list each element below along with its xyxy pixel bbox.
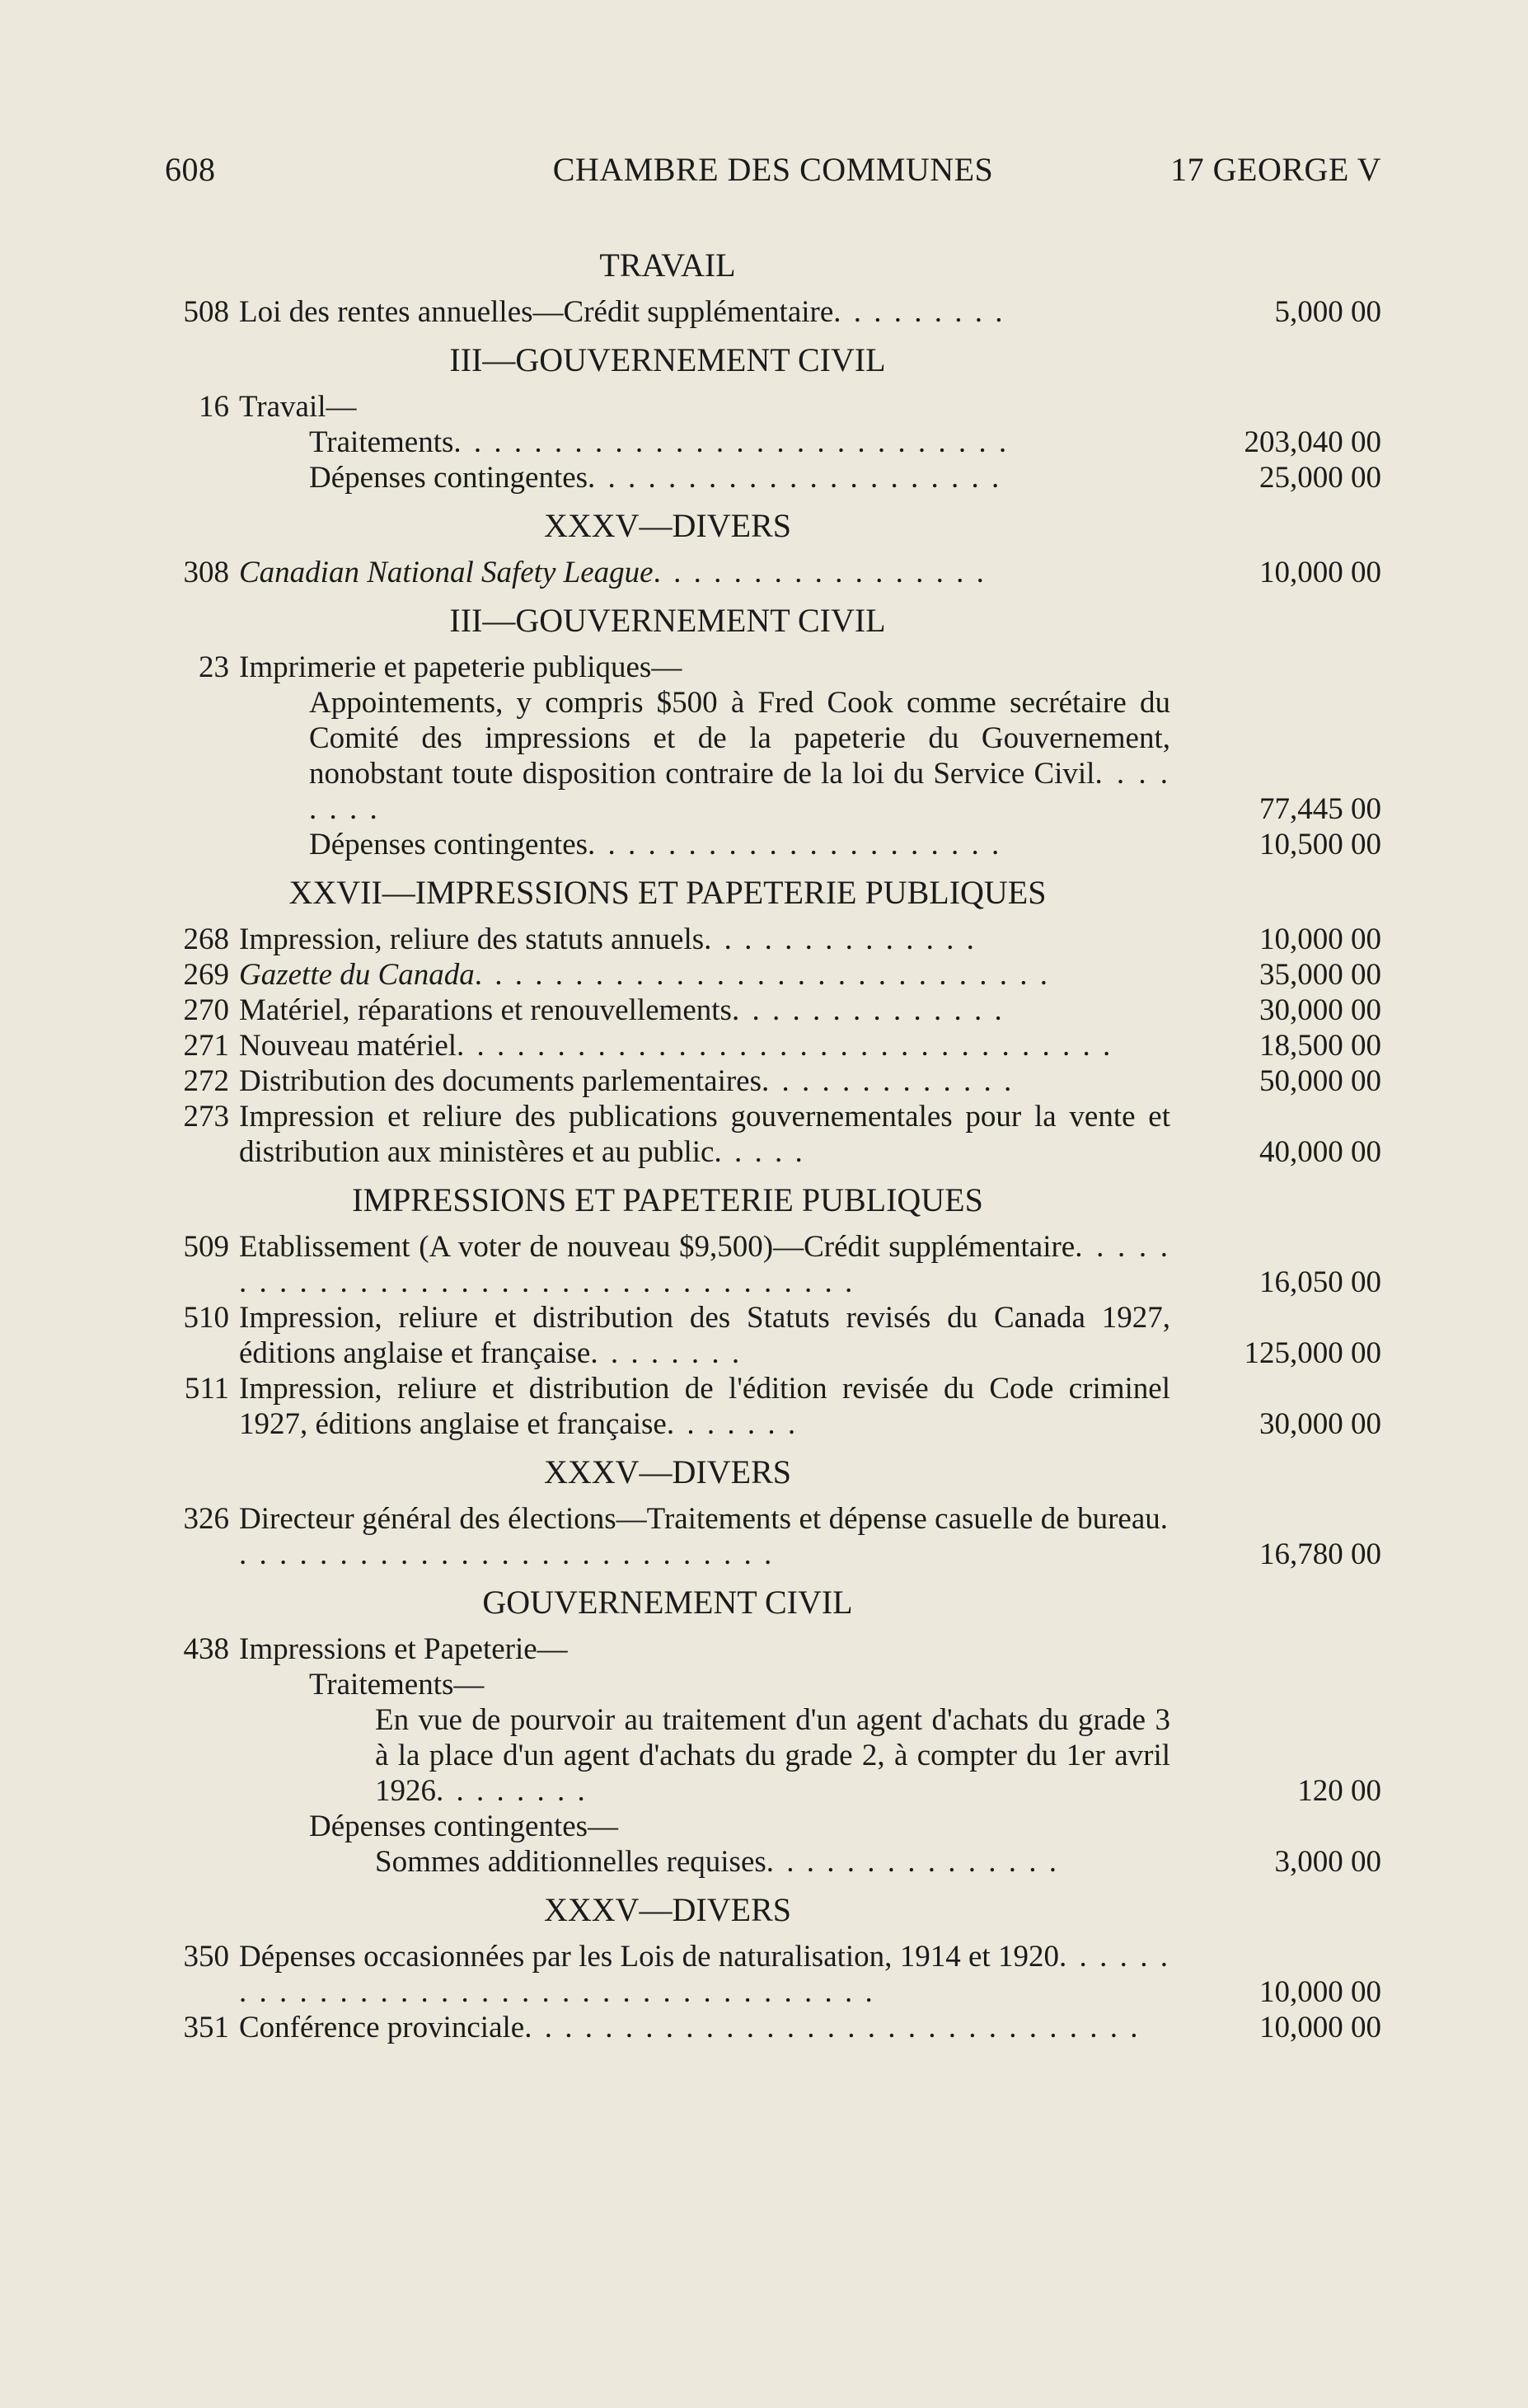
leader-dots: . . . . . . . . . . . . . . . . . bbox=[653, 556, 987, 589]
vote-item bbox=[165, 827, 1381, 862]
amount: 30,000 00 bbox=[1259, 1407, 1381, 1441]
vote-number: 351 bbox=[183, 2011, 229, 2044]
description-text: Canadian National Safety League bbox=[239, 556, 654, 589]
description-text: En vue de pourvoir au traitement d'un agent d'achats du grade 3 à la place d'un agent d'achats du grade 2, à compter du 1er avril 1926 bbox=[375, 1703, 1170, 1808]
vote-item bbox=[165, 1063, 1381, 1099]
vote-description bbox=[239, 389, 1170, 425]
description-text: Impression, reliure et distribution des Statuts revisés du Canada 1927, éditions anglaise et française bbox=[239, 1301, 1170, 1370]
description-text: Directeur général des élections—Traitements et dépense casuelle de bureau bbox=[239, 1502, 1160, 1536]
vote-number: 270 bbox=[183, 993, 229, 1027]
section-title: III—GOUVERNEMENT CIVIL bbox=[449, 602, 886, 639]
vote-description bbox=[239, 922, 1170, 957]
vote-number: 511 bbox=[184, 1372, 229, 1406]
leader-dots: . . . . . . . . . . . . . . . . . . . . . . . . . . . . . bbox=[474, 958, 1050, 992]
description-text: Etablissement (A voter de nouveau $9,500)—Crédit supplémentaire bbox=[239, 1230, 1076, 1264]
leader-dots: . . . . . . . . . . . . . . . . . . . . . . . . . . . . . . . bbox=[524, 2011, 1141, 2044]
vote-description bbox=[239, 555, 1170, 590]
leader-dots: . . . . . . . . . . . . . . . . . . . . . . . . . . . . . . . . . . . . bbox=[239, 1230, 1171, 1299]
vote-item bbox=[165, 993, 1381, 1028]
leader-dots: . . . . . . . . . . . . . . . . . . . . . . . . . . . . . . . . . bbox=[457, 1029, 1113, 1063]
vote-description bbox=[239, 2010, 1170, 2045]
leader-dots: . . . . . . . . bbox=[436, 1774, 588, 1808]
leader-dots: . . . . . . . . . . . . . . . . . . . . . bbox=[588, 461, 1002, 495]
description-text: Loi des rentes annuelles—Crédit supplémentaire bbox=[239, 295, 834, 329]
vote-item bbox=[165, 1501, 1381, 1572]
amount: 120 00 bbox=[1297, 1774, 1381, 1808]
section-title: XXXV—DIVERS bbox=[544, 1453, 791, 1490]
vote-number: 23 bbox=[199, 650, 229, 684]
amount: 50,000 00 bbox=[1259, 1064, 1381, 1098]
leader-dots: . . . . . . . . . . . . . . . bbox=[766, 1845, 1060, 1879]
amount: 77,445 00 bbox=[1259, 792, 1381, 826]
vote-item bbox=[165, 650, 1381, 685]
vote-item bbox=[165, 1667, 1381, 1702]
amount: 16,050 00 bbox=[1259, 1265, 1381, 1299]
vote-description bbox=[239, 1939, 1170, 2010]
vote-description bbox=[239, 993, 1170, 1028]
vote-description bbox=[375, 1702, 1170, 1809]
regnal-year: 17 GEORGE V bbox=[1170, 151, 1381, 188]
leader-dots: . . . . . . . . . . . . . . . . . . . . . . . . . . . . . . . . . . . . . . bbox=[239, 1940, 1170, 2009]
vote-number: 509 bbox=[183, 1230, 229, 1264]
description-text: Impressions et Papeterie— bbox=[239, 1632, 568, 1666]
vote-item bbox=[165, 1844, 1381, 1880]
section bbox=[165, 1452, 1381, 1572]
vote-description bbox=[309, 685, 1170, 827]
section bbox=[165, 340, 1381, 495]
section-title: III—GOUVERNEMENT CIVIL bbox=[449, 341, 886, 378]
vote-description bbox=[375, 1844, 1170, 1880]
description-text: Imprimerie et papeterie publiques— bbox=[239, 650, 682, 684]
section-title: XXXV—DIVERS bbox=[544, 1891, 791, 1928]
vote-item bbox=[165, 389, 1381, 425]
leader-dots: . . . . . . . bbox=[666, 1407, 799, 1441]
vote-item bbox=[165, 1229, 1381, 1300]
description-text: Impression et reliure des publications gouvernementales pour la vente et distribution aux ministères et au public bbox=[239, 1100, 1170, 1169]
vote-number: 326 bbox=[183, 1502, 229, 1536]
vote-item bbox=[165, 294, 1381, 330]
vote-item bbox=[165, 1099, 1381, 1170]
vote-number: 16 bbox=[199, 390, 229, 424]
amount: 30,000 00 bbox=[1259, 993, 1381, 1027]
amount: 18,500 00 bbox=[1259, 1029, 1381, 1063]
page-header bbox=[165, 150, 1381, 191]
section-title: XXVII—IMPRESSIONS ET PAPETERIE PUBLIQUES bbox=[288, 874, 1047, 911]
leader-dots: . . . . . . . . . . . . . bbox=[762, 1064, 1015, 1098]
vote-description bbox=[239, 1028, 1170, 1063]
vote-item bbox=[165, 2010, 1381, 2045]
vote-item bbox=[165, 1028, 1381, 1063]
amount: 25,000 00 bbox=[1259, 461, 1381, 495]
description-text: Nouveau matériel bbox=[239, 1029, 457, 1063]
vote-description bbox=[239, 1099, 1170, 1170]
amount: 10,000 00 bbox=[1259, 922, 1381, 956]
leader-dots: . . . . . . . . bbox=[590, 1336, 743, 1370]
leader-dots: . . . . . . . . . . . . . . . . . . . . . . . . . . . . bbox=[239, 1502, 1170, 1571]
description-text: Dépenses occasionnées par les Lois de naturalisation, 1914 et 1920 bbox=[239, 1940, 1060, 1974]
document-body bbox=[165, 235, 1381, 2045]
description-text: Travail— bbox=[239, 390, 357, 424]
vote-number: 510 bbox=[183, 1301, 229, 1335]
vote-item bbox=[165, 1300, 1381, 1371]
amount: 5,000 00 bbox=[1274, 295, 1381, 329]
description-text: Traitements bbox=[309, 425, 454, 459]
section-title: IMPRESSIONS ET PAPETERIE PUBLIQUES bbox=[352, 1181, 983, 1218]
section bbox=[165, 600, 1381, 862]
amount: 16,780 00 bbox=[1259, 1537, 1381, 1571]
amount: 10,500 00 bbox=[1259, 828, 1381, 861]
amount: 35,000 00 bbox=[1259, 958, 1381, 992]
description-text: Conférence provinciale bbox=[239, 2011, 525, 2044]
running-title: CHAMBRE DES COMMUNES bbox=[552, 151, 994, 188]
vote-item bbox=[165, 1371, 1381, 1442]
vote-description bbox=[239, 1229, 1170, 1300]
vote-item bbox=[165, 425, 1381, 460]
vote-description bbox=[239, 294, 1170, 330]
amount: 10,000 00 bbox=[1259, 2011, 1381, 2044]
vote-description bbox=[309, 1809, 1170, 1844]
vote-description bbox=[309, 460, 1170, 495]
leader-dots: . . . . . . . . . . . . . . . . . . . . . bbox=[588, 828, 1002, 861]
description-text: Dépenses contingentes bbox=[309, 828, 588, 861]
amount: 125,000 00 bbox=[1244, 1336, 1381, 1370]
vote-item bbox=[165, 1939, 1381, 2010]
leader-dots: . . . . . . . . . . . . . . bbox=[704, 922, 977, 956]
vote-number: 271 bbox=[183, 1029, 229, 1063]
amount: 203,040 00 bbox=[1244, 425, 1381, 459]
amount: 40,000 00 bbox=[1259, 1135, 1381, 1169]
section-title: XXXV—DIVERS bbox=[544, 507, 791, 544]
description-text: Gazette du Canada bbox=[239, 958, 475, 992]
description-text: Traitements— bbox=[309, 1668, 485, 1702]
section bbox=[165, 1582, 1381, 1880]
section bbox=[165, 245, 1381, 330]
vote-item bbox=[165, 1631, 1381, 1667]
section bbox=[165, 505, 1381, 590]
vote-item bbox=[165, 1702, 1381, 1809]
section-title: TRAVAIL bbox=[599, 246, 736, 284]
vote-number: 268 bbox=[183, 922, 229, 956]
vote-number: 273 bbox=[183, 1100, 229, 1134]
vote-description bbox=[239, 1063, 1170, 1099]
description-text: Impression, reliure des statuts annuels bbox=[239, 922, 705, 956]
vote-number: 269 bbox=[183, 958, 229, 992]
vote-item bbox=[165, 1809, 1381, 1844]
vote-description bbox=[239, 1501, 1170, 1572]
vote-item bbox=[165, 460, 1381, 495]
amount: 10,000 00 bbox=[1259, 556, 1381, 589]
vote-description bbox=[239, 1631, 1170, 1667]
amount: 10,000 00 bbox=[1259, 1975, 1381, 2009]
section bbox=[165, 872, 1381, 1170]
amount: 3,000 00 bbox=[1274, 1845, 1381, 1879]
vote-number: 308 bbox=[183, 556, 229, 589]
leader-dots: . . . . . . . . . . . . . . bbox=[731, 993, 1005, 1027]
vote-description bbox=[309, 1667, 1170, 1702]
section bbox=[165, 1889, 1381, 2045]
vote-description bbox=[309, 425, 1170, 460]
vote-description bbox=[239, 650, 1170, 685]
vote-description bbox=[239, 1300, 1170, 1371]
vote-description bbox=[239, 957, 1170, 993]
description-text: Dépenses contingentes bbox=[309, 461, 588, 495]
leader-dots: . . . . . bbox=[714, 1135, 805, 1169]
leader-dots: . . . . . . . . . bbox=[833, 295, 1005, 329]
description-text: Distribution des documents parlementaires bbox=[239, 1064, 762, 1098]
section-title: GOUVERNEMENT CIVIL bbox=[482, 1584, 853, 1621]
vote-item bbox=[165, 555, 1381, 590]
description-text: Dépenses contingentes— bbox=[309, 1810, 619, 1843]
vote-number: 508 bbox=[183, 295, 229, 329]
vote-number: 438 bbox=[183, 1632, 229, 1666]
description-text: Sommes additionnelles requises bbox=[375, 1845, 766, 1879]
vote-description bbox=[239, 1371, 1170, 1442]
leader-dots: . . . . . . . . bbox=[309, 757, 1170, 826]
vote-item bbox=[165, 922, 1381, 957]
vote-item bbox=[165, 957, 1381, 993]
vote-number: 272 bbox=[183, 1064, 229, 1098]
vote-item bbox=[165, 685, 1381, 827]
vote-description bbox=[309, 827, 1170, 862]
vote-number: 350 bbox=[183, 1940, 229, 1974]
description-text: Impression, reliure et distribution de l'édition revisée du Code criminel 1927, éditions anglaise et française bbox=[239, 1372, 1170, 1441]
leader-dots: . . . . . . . . . . . . . . . . . . . . . . . . . . . . bbox=[453, 425, 1010, 459]
description-text: Appointements, y compris $500 à Fred Cook comme secrétaire du Comité des impressions et de la papeterie du Gouvernement, nonobstant toute disposition contraire de la loi du Service Civil bbox=[309, 686, 1170, 791]
description-text: Matériel, réparations et renouvellements bbox=[239, 993, 732, 1027]
section bbox=[165, 1180, 1381, 1442]
page-number: 608 bbox=[165, 151, 216, 188]
